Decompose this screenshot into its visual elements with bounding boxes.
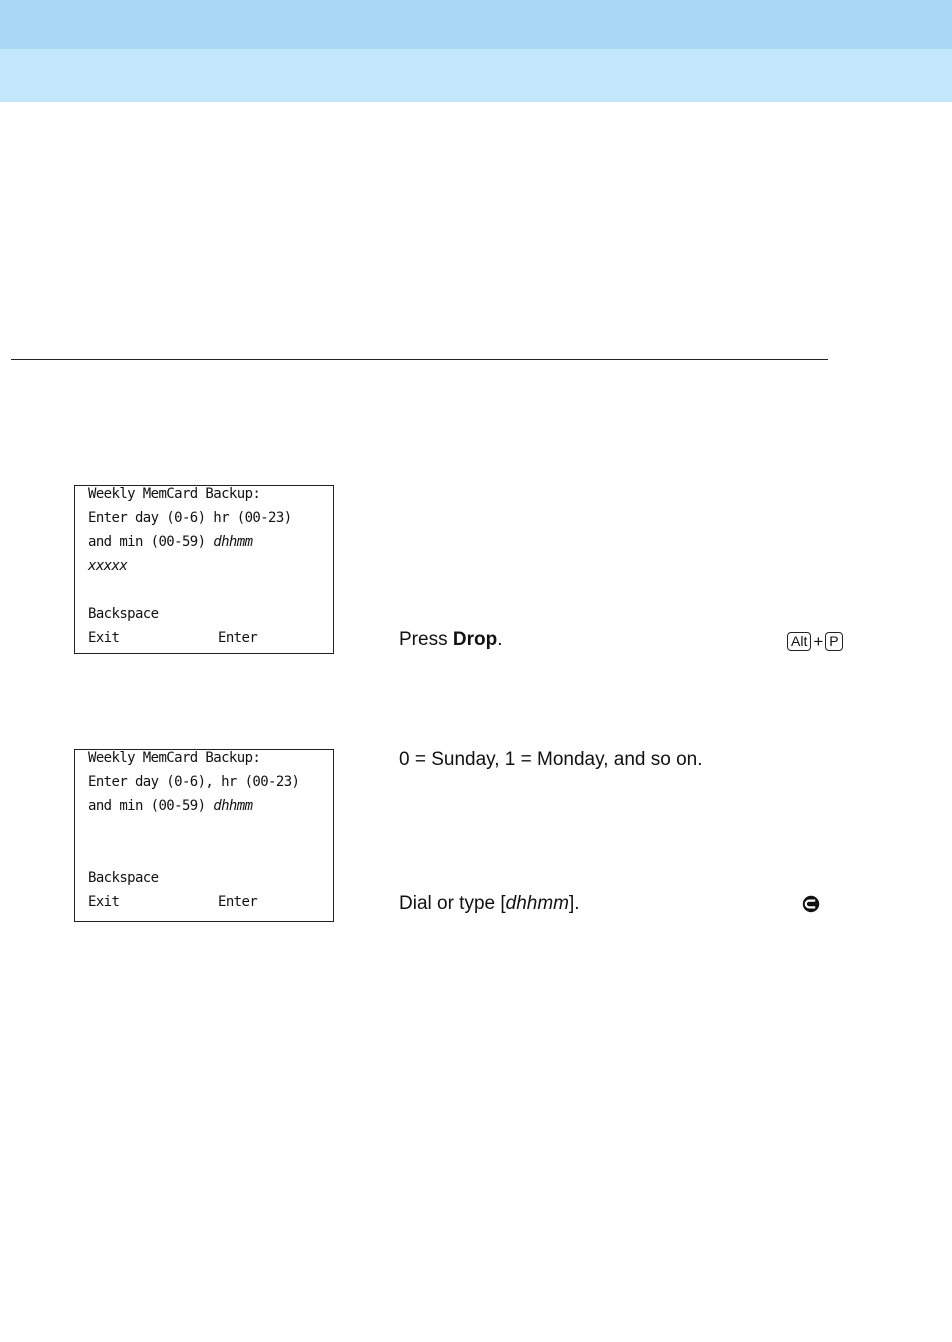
backspace-softkey[interactable]: Backspace <box>88 606 159 622</box>
screen-line-prompt: Enter day (0-6), hr (00-23) <box>88 774 300 790</box>
screen-format-prefix: and min (00-59) <box>88 534 214 550</box>
section-rule <box>11 359 828 360</box>
step2-placeholder: dhhmm <box>505 893 570 914</box>
backspace-softkey[interactable]: Backspace <box>88 870 159 886</box>
exit-softkey[interactable]: Exit <box>88 630 120 646</box>
screen-format-prefix: and min (00-59) <box>88 798 214 814</box>
alt-key: Alt <box>787 632 811 651</box>
screen-line-format <box>88 531 252 553</box>
step1-prefix: Press <box>399 629 453 650</box>
p-key: P <box>825 632 842 651</box>
step-press-drop <box>399 628 502 652</box>
screen-line-prompt: Enter day (0-6) hr (00-23) <box>88 510 292 526</box>
screen-line-title: Weekly MemCard Backup: <box>88 750 261 766</box>
day-number-note: 0 = Sunday, 1 = Monday, and so on. <box>399 749 703 770</box>
screen-line-current-value: xxxxx <box>88 558 128 574</box>
step1-suffix: . <box>497 629 503 650</box>
step2-prefix: Dial or type [ <box>399 893 506 914</box>
screen-format-placeholder: dhhmm <box>213 798 253 814</box>
enter-softkey[interactable]: Enter <box>218 894 258 910</box>
step2-suffix: ]. <box>569 893 580 914</box>
console-screen-1 <box>74 485 334 654</box>
step-dial-or-type <box>399 892 580 916</box>
keyboard-shortcut <box>787 631 843 651</box>
header-band-bottom <box>0 49 952 102</box>
enter-softkey[interactable]: Enter <box>218 630 258 646</box>
screen-format-placeholder: dhhmm <box>213 534 253 550</box>
exit-softkey[interactable]: Exit <box>88 894 120 910</box>
header-band-top <box>0 0 952 49</box>
enter-key-icon <box>801 894 821 914</box>
plus-sign: + <box>813 631 824 651</box>
drop-key-label: Drop <box>452 629 498 650</box>
screen-line-format <box>88 795 252 817</box>
screen-line-title: Weekly MemCard Backup: <box>88 486 261 502</box>
console-screen-2 <box>74 749 334 922</box>
